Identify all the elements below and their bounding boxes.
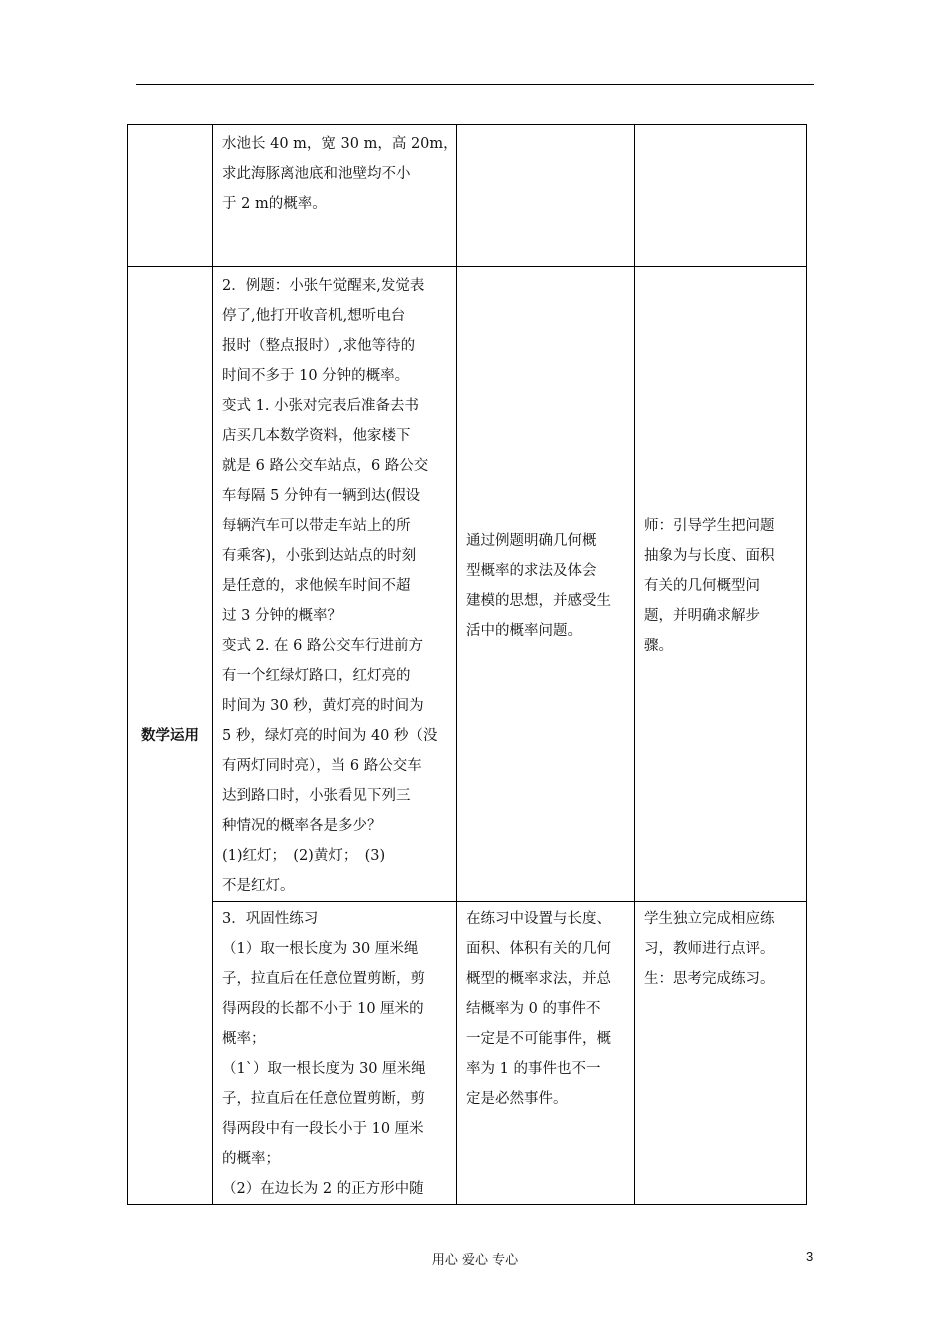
text-line: 的概率； <box>222 1151 280 1167</box>
text-line: （1）取一根长度为 30 厘米绳 <box>222 941 419 957</box>
text-line: 过 3 分钟的概率？ <box>222 608 342 624</box>
text-line: 时间为 30 秒，黄灯亮的时间为 <box>222 698 424 714</box>
text-line: 活中的概率问题。 <box>466 623 582 639</box>
text-line: 车每隔 5 分钟有一辆到达(假设 <box>222 488 421 504</box>
text-line: 5 秒，绿灯亮的时间为 40 秒（没 <box>222 728 438 744</box>
intent-cell <box>457 125 635 267</box>
text-line: 子，拉直后在任意位置剪断，剪 <box>222 1091 425 1107</box>
activity-cell <box>635 267 807 902</box>
text-line: 骤。 <box>644 638 673 654</box>
text-line: 学生独立完成相应练 <box>644 911 775 927</box>
activity-cell <box>635 125 807 267</box>
text-line: 时间不多于 10 分钟的概率。 <box>222 368 410 384</box>
text-line: 题，并明确求解步 <box>644 608 760 624</box>
text-line: 型概率的求法及体会 <box>466 563 597 579</box>
footer-text: 用心 爱心 专心 <box>431 1253 519 1268</box>
intent-cell <box>457 902 635 1205</box>
text-line: 2．例题：小张午觉醒来,发觉表 <box>222 278 425 294</box>
text-line: 生：思考完成练习。 <box>644 971 775 987</box>
text-line: 停了,他打开收音机,想听电台 <box>222 308 406 324</box>
text-line: 水池长 40 m，宽 30 m，高 20m， <box>222 136 458 152</box>
text-line: （1`）取一根长度为 30 厘米绳 <box>222 1061 426 1077</box>
text-line: 就是 6 路公交车站点，6 路公交 <box>222 458 429 474</box>
text-line: 在练习中设置与长度、 <box>466 911 611 927</box>
text-line: 有乘客)，小张到达站点的时刻 <box>222 548 417 564</box>
text-line: 变式 2. 在 6 路公交车行进前方 <box>222 638 423 654</box>
table-row <box>128 125 807 267</box>
text-line: 报时（整点报时）,求他等待的 <box>222 338 416 354</box>
table-row <box>128 902 807 1205</box>
text-line: 概型的概率求法，并总 <box>466 971 611 987</box>
text-line: (1)红灯； (2)黄灯； (3) <box>222 848 386 864</box>
text-line: 种情况的概率各是多少？ <box>222 818 382 834</box>
stage-label-cell <box>128 125 213 267</box>
text-line: 不是红灯。 <box>222 878 295 894</box>
content-cell <box>213 267 457 902</box>
text-line: 有关的几何概型问 <box>644 578 760 594</box>
text-line: 得两段的长都不小于 10 厘米的 <box>222 1001 424 1017</box>
header-rule <box>136 84 814 85</box>
text-line: 得两段中有一段长小于 10 厘米 <box>222 1121 424 1137</box>
intent-cell <box>457 267 635 902</box>
text-line: （2）在边长为 2 的正方形中随 <box>222 1181 424 1197</box>
text-line: 变式 1. 小张对完表后准备去书 <box>222 398 420 414</box>
text-line: 有两灯同时亮），当 6 路公交车 <box>222 758 422 774</box>
text-line: 每辆汽车可以带走车站上的所 <box>222 518 411 534</box>
text-line: 3．巩固性练习 <box>222 911 319 927</box>
text-line: 于 2 m的概率。 <box>222 196 327 212</box>
text-line: 求此海豚离池底和池壁均不小 <box>222 166 411 182</box>
page-number: 3 <box>806 1249 814 1264</box>
text-line: 有一个红绿灯路口，红灯亮的 <box>222 668 411 684</box>
text-line: 是任意的，求他候车时间不超 <box>222 578 411 594</box>
text-line: 习，教师进行点评。 <box>644 941 775 957</box>
text-line: 子，拉直后在任意位置剪断，剪 <box>222 971 425 987</box>
text-line: 师：引导学生把问题 <box>644 518 775 534</box>
text-line: 建模的思想，并感受生 <box>466 593 611 609</box>
lesson-plan-table <box>127 124 807 1205</box>
text-line: 通过例题明确几何概 <box>466 533 597 549</box>
text-line: 面积、体积有关的几何 <box>466 941 611 957</box>
text-line: 店买几本数学资料，他家楼下 <box>222 428 411 444</box>
text-line: 达到路口时，小张看见下列三 <box>222 788 411 804</box>
text-line: 概率； <box>222 1031 266 1047</box>
content-cell <box>213 902 457 1205</box>
text-line: 一定是不可能事件，概 <box>466 1031 611 1047</box>
text-line: 结概率为 0 的事件不 <box>466 1001 601 1017</box>
activity-cell <box>635 902 807 1205</box>
content-cell <box>213 125 457 267</box>
text-line: 定是必然事件。 <box>466 1091 568 1107</box>
table-row <box>128 267 807 902</box>
text-line: 抽象为与长度、面积 <box>644 548 775 564</box>
stage-label: 数学运用 <box>128 267 213 1205</box>
text-line: 率为 1 的事件也不一 <box>466 1061 601 1077</box>
